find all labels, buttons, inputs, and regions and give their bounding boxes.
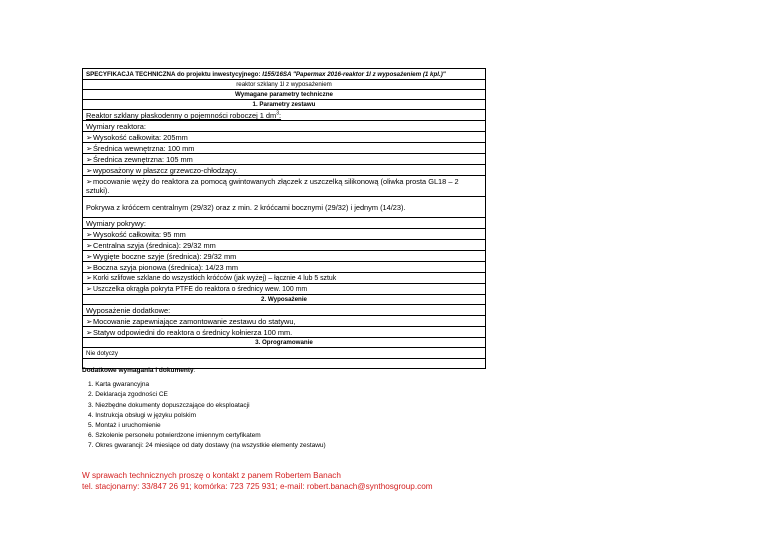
spec-title-italic: I155/16SA "Papermax 2016-reaktor 1l z wyposażeniem (1 kpl.)" [262, 70, 446, 78]
reactor-item-text: Wysokość całkowita: 205mm [93, 132, 188, 142]
reactor-heading-sup: 3 [276, 111, 279, 117]
required-params-header: Wymagane parametry techniczne [83, 90, 486, 100]
spec-title-bold: SPECYFIKACJA TECHNICZNA do projektu inwestycyjnego: [86, 70, 263, 78]
requirement-item: 2. Deklaracja zgodności CE [88, 391, 168, 399]
lid-item-text: Uszczelka okrągła pokryta PTFE do reaktora o średnicy wew. 100 mm [93, 285, 308, 293]
lid-description: Pokrywa z króćcem centralnym (29/32) oraz z min. 2 króćcami bocznymi (29/32) i jednym (14/23). [83, 197, 486, 218]
lid-item [83, 262, 486, 273]
lid-item [83, 240, 486, 251]
software-value: Nie dotyczy [83, 348, 486, 359]
arrow-bullet-icon: ➢ [86, 316, 93, 326]
lid-item-text: Wysokość całkowita: 95 mm [93, 229, 186, 239]
lid-item [83, 251, 486, 262]
arrow-bullet-icon: ➢ [86, 132, 93, 142]
spec-subtitle: reaktor szklany 1l z wyposażeniem [83, 80, 486, 90]
additional-requirements-title-colon: : [193, 367, 196, 374]
requirement-item: 4. Instrukcja obsługi w języku polskim [88, 411, 197, 419]
additional-requirements [82, 366, 326, 452]
reactor-item [83, 165, 486, 176]
contact-line-1: W sprawach technicznych proszę o kontakt z panem Robertem Banach [82, 471, 341, 480]
arrow-bullet-icon: ➢ [86, 262, 93, 272]
section-1-header: 1. Parametry zestawu [83, 100, 486, 110]
arrow-bullet-icon: ➢ [86, 327, 93, 337]
additional-requirements-title [82, 366, 326, 376]
reactor-dims-label: Wymiary reaktora: [83, 121, 486, 132]
contact-line-2: tel. stacjonarny: 33/847 26 91; komórka: 723 725 931; e-mail: robert.banach@synthosgroup.com [82, 482, 433, 491]
reactor-item [83, 132, 486, 143]
reactor-heading-text [86, 111, 281, 120]
specification-table [82, 68, 486, 369]
requirement-item: 1. Karta gwarancyjna [88, 381, 150, 389]
lid-dims-label: Wymiary pokrywy: [83, 218, 486, 229]
reactor-mount [83, 176, 486, 197]
arrow-bullet-icon: ➢ [86, 229, 93, 239]
contact-info [82, 470, 433, 492]
reactor-heading [83, 110, 486, 121]
requirement-item: 7. Okres gwarancji: 24 miesiące od daty dostawy (na wszystkie elementy zestawu) [88, 442, 326, 450]
arrow-bullet-icon: ➢ [86, 240, 93, 250]
reactor-item-text: wyposażony w płaszcz grzewczo-chłodzący. [93, 165, 238, 175]
reactor-item-text: Średnica wewnętrzna: 100 mm [93, 143, 195, 153]
arrow-bullet-icon: ➢ [86, 154, 93, 164]
lid-item-text: Boczna szyja pionowa (średnica): 14/23 mm [93, 262, 239, 272]
arrow-bullet-icon: ➢ [86, 274, 92, 282]
arrow-bullet-icon: ➢ [86, 177, 93, 187]
reactor-item-text: Średnica zewnętrzna: 105 mm [93, 154, 193, 164]
equipment-label: Wyposażenie dodatkowe: [83, 305, 486, 316]
lid-item-text: Korki szlifowe szklane do wszystkich króćców (jak wyżej) – łącznie 4 lub 5 sztuk [93, 274, 337, 282]
requirement-item: 3. Niezbędne dokumenty dopuszczające do eksploatacji [88, 401, 250, 409]
lid-item-text: Wygięte boczne szyje (średnica): 29/32 mm [93, 251, 237, 261]
arrow-bullet-icon: ➢ [86, 285, 92, 293]
arrow-bullet-icon: ➢ [86, 165, 93, 175]
requirement-item: 5. Montaż i uruchomienie [88, 422, 161, 430]
requirement-item: 6. Szkolenie personelu potwierdzone imiennym certyfikatem [88, 432, 261, 440]
equipment-item-text: Statyw odpowiedni do reaktora o średnicy kołnierza 100 mm. [93, 327, 293, 337]
lid-item [83, 284, 486, 295]
reactor-heading-main: Reaktor szklany płaskodenny o pojemności roboczej 1 dm [86, 111, 277, 121]
equipment-item-text: Mocowanie zapewniające zamontowanie zestawu do statywu, [93, 316, 296, 326]
reactor-item [83, 143, 486, 154]
equipment-item [83, 327, 486, 338]
section-2-header: 2. Wyposażenie [83, 295, 486, 305]
reactor-heading-end: : [278, 111, 282, 121]
lid-item [83, 273, 486, 284]
reactor-mount-text: mocowanie węży do reaktora za pomocą gwintowanych złączek z uszczelką silikonową (oliwka prosta GL18 – 2 sztuki). [86, 177, 459, 196]
spec-title [83, 69, 486, 80]
arrow-bullet-icon: ➢ [86, 251, 93, 261]
reactor-item [83, 154, 486, 165]
section-3-header: 3. Oprogramowanie [83, 338, 486, 348]
requirements-list [82, 380, 326, 451]
additional-requirements-title-text: Dodatkowe wymagania i dokumenty [82, 367, 194, 374]
lid-item-text: Centralna szyja (średnica): 29/32 mm [93, 240, 216, 250]
equipment-item [83, 316, 486, 327]
lid-item [83, 229, 486, 240]
arrow-bullet-icon: ➢ [86, 143, 93, 153]
